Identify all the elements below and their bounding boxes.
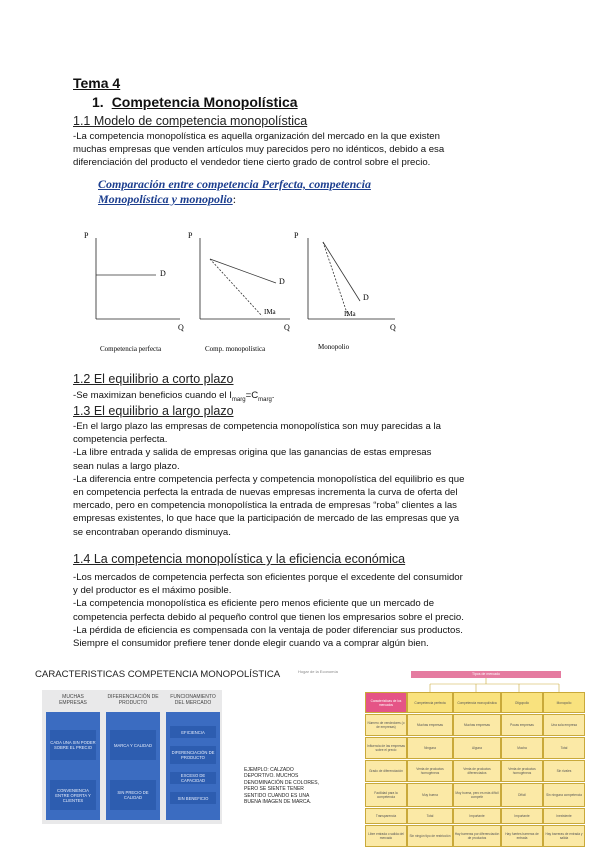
- text-line-prefix: -Se maximizan beneficios cuando el I: [73, 390, 232, 401]
- text-line: sean nulas a largo plazo.: [73, 460, 180, 472]
- column-box: [106, 712, 160, 820]
- text-line: -Los mercados de competencia perfecta son eficientes porque el excedente del consumidor: [73, 572, 463, 583]
- caption-monopoly: Monopolio: [318, 343, 350, 351]
- period: .: [271, 390, 275, 401]
- heading-1-3: 1.3 El equilibrio a largo plazo: [73, 404, 234, 418]
- marginal-revenue-label: IMa: [344, 310, 356, 318]
- text-line: diferenciación del producto el vendedor tiene cierto grado de control sobre el precio.: [73, 157, 431, 169]
- table-cell: Total: [543, 737, 585, 759]
- table-cell: Muchas empresas: [407, 714, 453, 736]
- table-header-cell: Características de los mercados: [365, 692, 407, 713]
- axis-p-label: P: [188, 231, 193, 240]
- figure-title-line-1: Comparación entre competencia Perfecta, competencia: [98, 177, 371, 191]
- table-cell: Pocas empresas: [501, 714, 543, 736]
- text-line: -La competencia monopolística es eficiente pero menos eficiente que un mercado de: [73, 598, 435, 610]
- heading-1-1: 1.1 Modelo de competencia monopolística: [73, 114, 308, 128]
- figure-title-colon: :: [232, 192, 237, 206]
- table-cell: Hay barreras de entrada y salida: [543, 825, 585, 847]
- market-types-title: Tipos de mercado: [411, 671, 561, 678]
- marginal-revenue-curve: [210, 259, 262, 316]
- feature-box: MARCA Y CALIDAD: [110, 730, 156, 760]
- characteristics-title: CARACTERISTICAS COMPETENCIA MONOPOLÍSTICA: [35, 669, 281, 680]
- table-cell: Mucha: [501, 737, 543, 759]
- table-row-label: Influencia de las empresas sobre el precio: [365, 737, 407, 759]
- table-cell: Alguna: [453, 737, 501, 759]
- column-head: FUNCIONAMIENTO DEL MERCADO: [170, 694, 216, 706]
- table-row-label: Número de vendedores (o de empresas): [365, 714, 407, 736]
- figure-title: [98, 177, 371, 207]
- text-line: -La pérdida de eficiencia es compensada con la ventaja de poder diferenciar sus productos.: [73, 624, 463, 636]
- heading-1-4: 1.4 La competencia monopolística y la eficiencia económica: [73, 552, 406, 566]
- section-title-text: Competencia Monopolística: [111, 94, 298, 110]
- feature-box: SIN BENEFICIO: [170, 792, 216, 804]
- text-line: se encontraban operando disminuya.: [73, 526, 231, 538]
- feature-box: CADA UNA SIN PODER SOBRE EL PRECIO: [50, 730, 96, 760]
- column-box: [46, 712, 100, 820]
- feature-box: SIN PRECIO DE CALIDAD: [110, 780, 156, 810]
- table-cell: Muy buena, pero es más difícil competir: [453, 783, 501, 807]
- table-header-cell: Oligopolio: [501, 692, 543, 713]
- market-comparison-figure: [70, 222, 410, 362]
- text-line: competencia perfecta debido al pequeño control que tienen los empresarios sobre el precio.: [73, 611, 464, 623]
- column-head: DIFERENCIACIÓN DE PRODUCTO: [107, 694, 159, 706]
- table-connectors: [363, 678, 585, 692]
- table-cell: Muchas empresas: [453, 714, 501, 736]
- demand-label: D: [279, 277, 285, 286]
- text-line: -La libre entrada y salida de empresas origina que las ganancias de estas empresas: [73, 447, 432, 459]
- section-title: [92, 94, 298, 110]
- table-header-cell: Competencia perfecta: [407, 692, 453, 713]
- feature-box: EXCESO DE CAPACIDAD: [170, 772, 216, 784]
- table-cell: Venta de productos homogéneos: [407, 760, 453, 782]
- table-cell: Total: [407, 808, 453, 824]
- marginal-revenue-curve: [323, 242, 348, 316]
- feature-box: DIFERENCIACIÓN DE PRODUCTO: [170, 746, 216, 764]
- axis-q-label: Q: [390, 323, 396, 332]
- table-cell: Una sola empresa: [543, 714, 585, 736]
- feature-box: EFICIENCIA: [170, 726, 216, 738]
- example-note: EJEMPLO: CALZADO DEPORTIVO. MUCHOS DENOMINACIÓN DE COLORES, PERO SE SIENTE TENER SENTIDO CUANDO ES UNA BUENA IMAGEN DE MARCA.: [244, 767, 320, 806]
- table-cell: Hay barreras por diferenciación de productos: [453, 825, 501, 847]
- table-cell: Difícil: [501, 783, 543, 807]
- table-cell: Sin rivales: [543, 760, 585, 782]
- logo-text: Hogar de la Economía: [298, 669, 338, 674]
- feature-box: CONVENIENCIA ENTRE OFERTA Y CLIENTES: [50, 780, 96, 810]
- table-cell: Importante: [453, 808, 501, 824]
- table-cell: Inexistente: [543, 808, 585, 824]
- demand-label: D: [160, 269, 166, 278]
- column-head: MUCHAS EMPRESAS: [59, 694, 87, 706]
- table-row-label: Transparencia: [365, 808, 407, 824]
- demand-curve: [323, 242, 360, 301]
- paragraph-1-1: [73, 130, 533, 170]
- text-line: muchas empresas que venden artículos muy parecidos pero no idénticos, debido a esa: [73, 144, 445, 156]
- section-number: 1.: [92, 94, 104, 110]
- table-row-label: Libre entrada o salida del mercado: [365, 825, 407, 847]
- text-line: empresas existentes, lo que hace que la participación de mercado de las empresas que ya: [73, 513, 460, 525]
- paragraph-1-3: [73, 420, 543, 539]
- caption-perfect-competition: Competencia perfecta: [100, 345, 162, 353]
- paragraph-1-4: [73, 571, 543, 650]
- demand-curve: [210, 259, 276, 283]
- table-cell: Hay fuertes barreras de entrada: [501, 825, 543, 847]
- characteristics-diagram: [42, 690, 222, 824]
- subscript: marg: [231, 396, 246, 403]
- text-line: y del productor es el máximo posible.: [73, 585, 232, 597]
- text-line: -La diferencia entre competencia perfecta y competencia monopolística del equilibrio es que: [73, 473, 465, 485]
- table-header-cell: Competencia monopolística: [453, 692, 501, 713]
- text-line: -La competencia monopolística es aquella organización del mercado en la que existen: [73, 131, 440, 142]
- figure-title-line-2: Monopolística y monopolio: [98, 192, 233, 206]
- table-cell: Importante: [501, 808, 543, 824]
- marginal-revenue-label: IMa: [264, 308, 276, 316]
- equals-c: =C: [245, 390, 259, 401]
- table-cell: Sin ninguna competencia: [543, 783, 585, 807]
- text-line: competencia perfecta.: [73, 434, 168, 446]
- demand-label: D: [363, 293, 369, 302]
- table-cell: Ninguna: [407, 737, 453, 759]
- table-cell: Sin ningún tipo de restricción: [407, 825, 453, 847]
- caption-monopolistic-competition: Comp. monopolística: [205, 345, 266, 353]
- axis-q-label: Q: [284, 323, 290, 332]
- table-cell: Venta de productos diferenciados: [453, 760, 501, 782]
- table-cell: Muy buena: [407, 783, 453, 807]
- table-header-cell: Monopolio: [543, 692, 585, 713]
- heading-1-2: 1.2 El equilibrio a corto plazo: [73, 372, 234, 386]
- topic-title: Tema 4: [73, 75, 121, 91]
- table-row-label: Facilidad para la competencia: [365, 783, 407, 807]
- column-box: [166, 712, 220, 820]
- market-types-table: [363, 692, 585, 846]
- subscript: marg: [258, 396, 272, 403]
- table-cell: Venta de productos homogéneos: [501, 760, 543, 782]
- axis-p-label: P: [84, 231, 89, 240]
- text-line: mercado, pero en competencia monopolística la entrada de empresas “roba” clientes a las: [73, 500, 457, 512]
- text-line: -En el largo plazo las empresas de competencia monopolística son muy parecidas a la: [73, 421, 441, 432]
- axis-q-label: Q: [178, 323, 184, 332]
- table-row-label: Grado de diferenciación: [365, 760, 407, 782]
- axis-p-label: P: [294, 231, 299, 240]
- text-line: Siempre el consumidor prefiere tener donde elegir cuando va a comprar algún bien.: [73, 638, 429, 650]
- text-line: en competencia perfecta la entrada de nuevas empresas incrementa la curva de oferta del: [73, 487, 458, 499]
